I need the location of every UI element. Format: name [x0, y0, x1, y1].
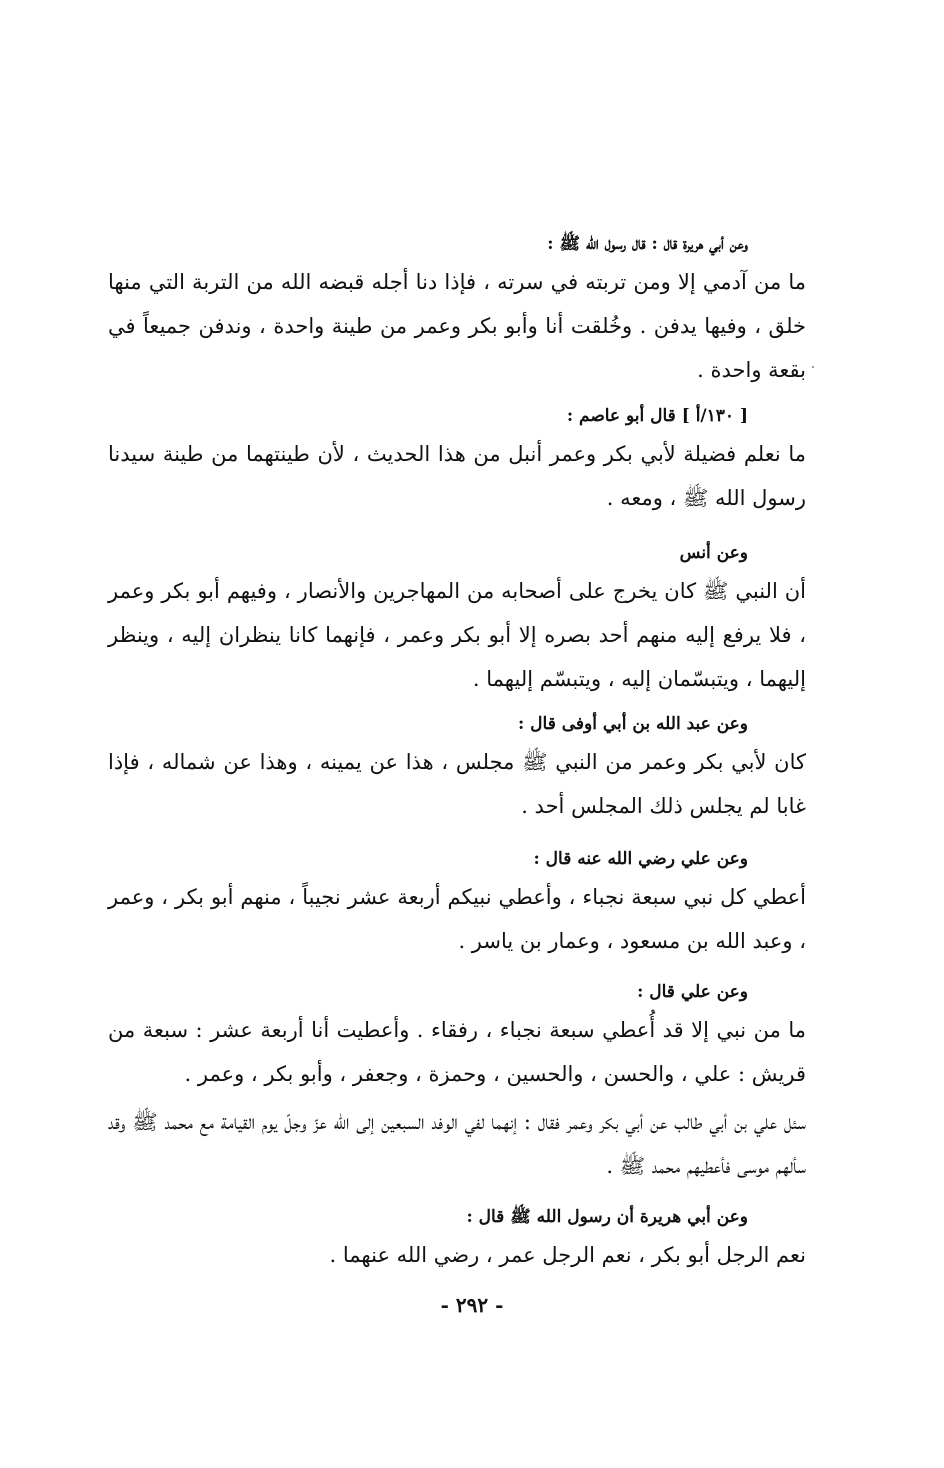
- hadith-section-6: [108, 980, 806, 1096]
- hadith-section-7: [108, 1100, 806, 1188]
- section-body: أن النبي ﷺ كان يخرج على أصحابه من المهاجرين والأنصار ، وفيهم أبو بكر وعمر ، فلا يرفع إليه منهم أحد بصره إلا أبو بكر وعمر ، فإنهما كانا ينظران إليه ، وينظر إليهما ، ويتبسّمان إليه ، ويتبسّم إليهما .: [108, 579, 806, 691]
- section-body: ما من نبي إلا قد أُعطي سبعة نجباء ، رفقاء . وأعطيت أنا أربعة عشر : سبعة من قريش : علي ، والحسن ، والحسين ، وحمزة ، وجعفر ، وأبو بكر ، وعمر .: [108, 1018, 806, 1086]
- scan-mark: [812, 366, 814, 368]
- section-heading: وعن عبد الله بن أبي أوفى قال :: [517, 714, 748, 734]
- hadith-section-8: [108, 1205, 806, 1277]
- section-heading: وعن علي رضي الله عنه قال :: [533, 849, 748, 869]
- section-heading: وعن أنس: [679, 543, 748, 563]
- hadith-section-5: [108, 847, 806, 963]
- section-body: كان لأبي بكر وعمر من النبي ﷺ مجلس ، هذا عن يمينه ، وهذا عن شماله ، فإذا غابا لم يجلس ذلك المجلس أحد .: [108, 750, 806, 818]
- hadith-section-1: [108, 232, 806, 392]
- section-body: أعطي كل نبي سبعة نجباء ، وأعطي نبيكم أربعة عشر نجيباً ، منهم أبو بكر ، وعمر ، وعبد الله بن مسعود ، وعمار بن ياسر .: [108, 885, 806, 953]
- hadith-section-4: [108, 712, 806, 828]
- page-number: - ٢٩٢ -: [440, 1293, 504, 1317]
- section-heading: وعن أبي هريرة أن رسول الله ﷺ قال :: [466, 1207, 748, 1227]
- section-body: نعم الرجل أبو بكر ، نعم الرجل عمر ، رضي الله عنهما .: [329, 1243, 806, 1267]
- section-heading: وعن أبي هريرة قال : قال رسول الله ﷺ :: [547, 234, 748, 254]
- section-body: ما نعلم فضيلة لأبي بكر وعمر أنبل من هذا الحديث ، لأن طينتهما من طينة سيدنا رسول الله ﷺ ، ومعه .: [108, 442, 806, 510]
- section-heading: [ ١٣٠/أ ] قال أبو عاصم :: [566, 406, 748, 426]
- section-body: ما من آدمي إلا ومن تربته في سرته ، فإذا دنا أجله قبضه الله من التربة التي منها خلق ، وفيها يدفن . وخُلقت أنا وأبو بكر وعمر من طينة واحدة ، وندفن جميعاً في بقعة واحدة .: [108, 270, 806, 382]
- section-body: سئل علي بن أبي طالب عن أبي بكر وعمر فقال : إنهما لفي الوفد السبعين إلى الله عزّ وجلّ يوم القيامة مع محمد ﷺ وقد سألهم موسى فأعطيهم محمد ﷺ .: [108, 1110, 806, 1178]
- hadith-section-2: [108, 404, 806, 520]
- hadith-section-3: [108, 541, 806, 701]
- section-heading: وعن علي قال :: [637, 982, 748, 1002]
